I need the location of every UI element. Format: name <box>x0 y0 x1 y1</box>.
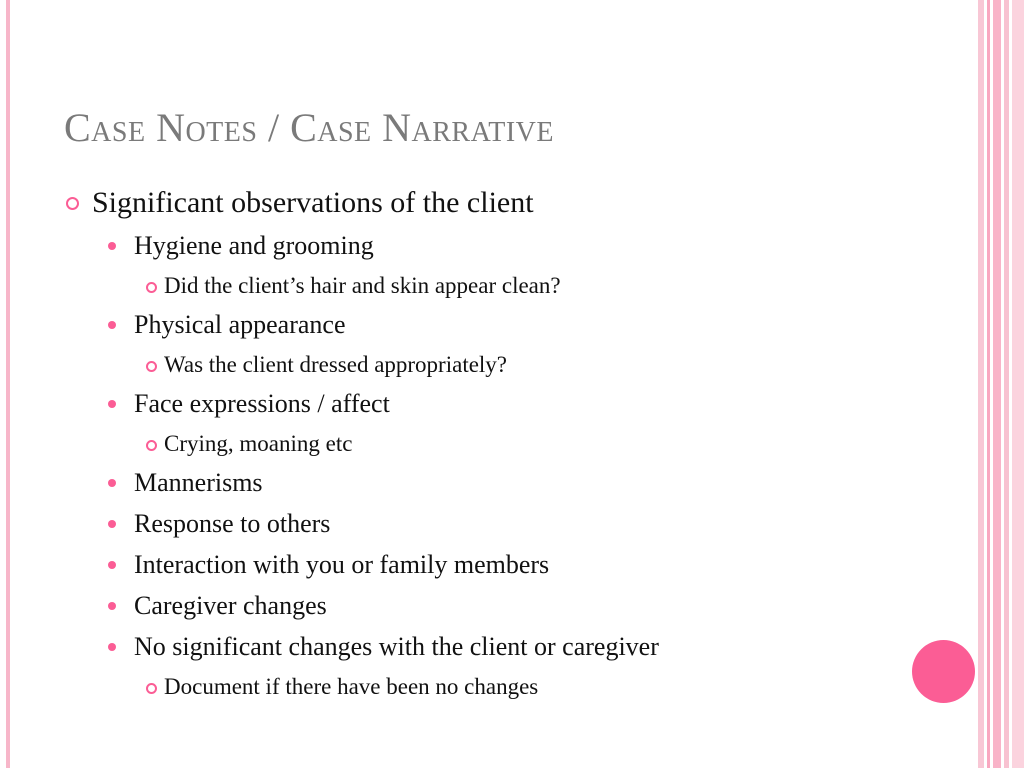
list-item-text: Caregiver changes <box>134 591 327 620</box>
dot-bullet-icon <box>108 602 116 610</box>
list-item <box>64 305 944 346</box>
list-item-text: Face expressions / affect <box>134 389 390 418</box>
right-stripe-decoration <box>1004 0 1009 768</box>
list-item <box>64 545 944 586</box>
list-item <box>64 463 944 504</box>
list-item <box>64 627 944 668</box>
dot-bullet-icon <box>108 242 116 250</box>
list-item-text: Response to others <box>134 509 331 538</box>
list-item-text: Crying, moaning etc <box>164 431 353 456</box>
list-item <box>64 267 944 305</box>
list-item <box>64 586 944 627</box>
list-item-text: Was the client dressed appropriately? <box>164 352 508 377</box>
right-stripe-decoration <box>987 0 990 768</box>
list-item <box>64 182 944 226</box>
bullet-list <box>64 182 944 706</box>
list-item <box>64 425 944 463</box>
slide-title: Case Notes / Case Narrative <box>64 105 554 150</box>
dot-bullet-icon <box>108 561 116 569</box>
left-border-decoration <box>6 0 10 768</box>
list-item-text: Significant observations of the client <box>92 186 534 219</box>
ring-bullet-icon <box>146 683 157 694</box>
right-stripe-decoration <box>978 0 984 768</box>
list-item-text: No significant changes with the client or caregiver <box>134 632 659 661</box>
list-item <box>64 384 944 425</box>
ring-bullet-icon <box>146 282 157 293</box>
right-stripe-decoration <box>993 0 1001 768</box>
ring-bullet-icon <box>146 361 157 372</box>
right-stripe-decoration <box>1012 0 1024 768</box>
dot-bullet-icon <box>108 520 116 528</box>
dot-bullet-icon <box>108 321 116 329</box>
ring-bullet-icon <box>66 197 79 210</box>
list-item-text: Did the client’s hair and skin appear clean? <box>164 273 561 298</box>
list-item-text: Mannerisms <box>134 468 263 497</box>
dot-bullet-icon <box>108 643 116 651</box>
list-item <box>64 668 944 706</box>
list-item-text: Physical appearance <box>134 310 346 339</box>
dot-bullet-icon <box>108 479 116 487</box>
list-item-text: Interaction with you or family members <box>134 550 550 579</box>
ring-bullet-icon <box>146 440 157 451</box>
dot-bullet-icon <box>108 400 116 408</box>
list-item <box>64 504 944 545</box>
list-item-text: Hygiene and grooming <box>134 231 374 260</box>
list-item-text: Document if there have been no changes <box>164 674 539 699</box>
list-item <box>64 226 944 267</box>
list-item <box>64 346 944 384</box>
